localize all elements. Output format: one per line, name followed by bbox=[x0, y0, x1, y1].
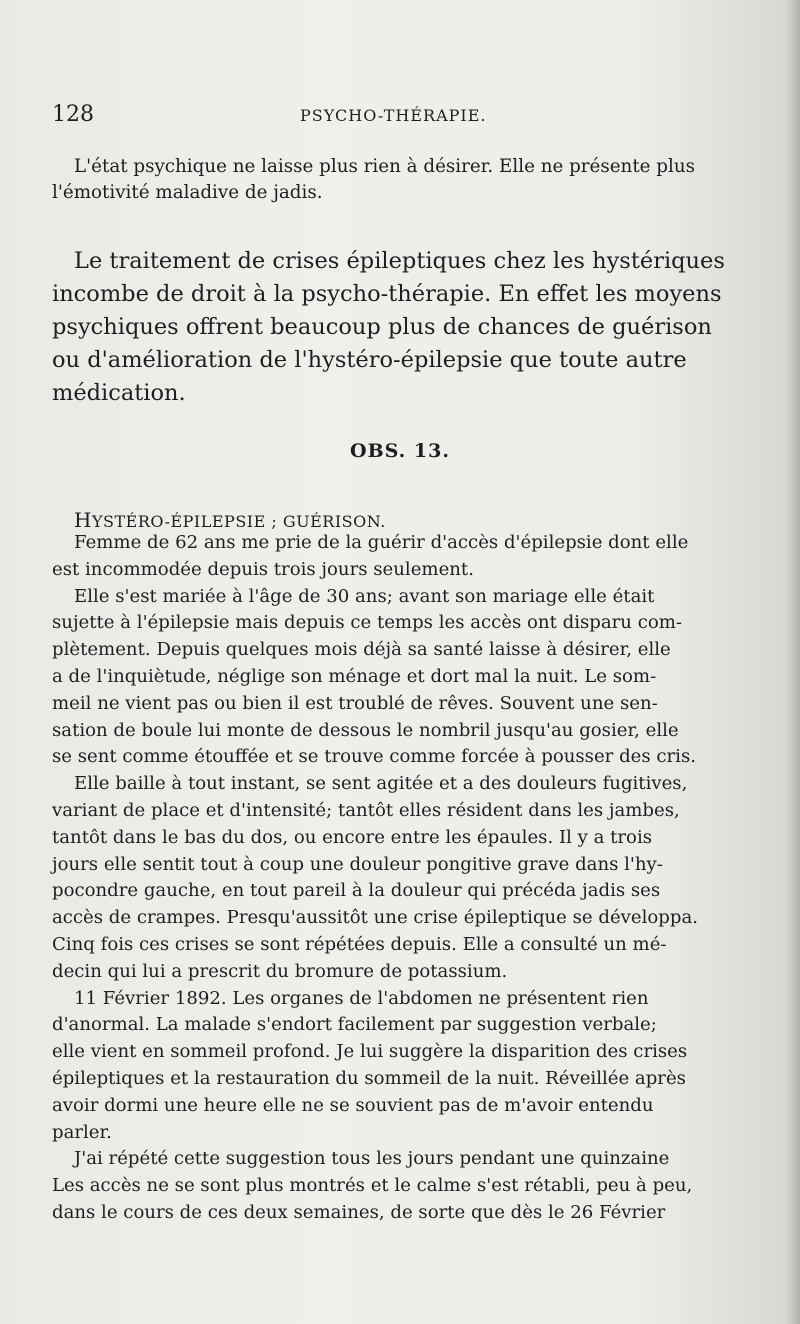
text-line: épileptiques et la restauration du sommeil de la nuit. Réveillée après bbox=[52, 1067, 686, 1089]
case-body bbox=[52, 530, 748, 1227]
text-line: parler. bbox=[52, 1121, 112, 1143]
text-line: J'ai répété cette suggestion tous les jours pendant une quinzaine bbox=[74, 1148, 670, 1170]
page-number: 128 bbox=[52, 102, 94, 127]
text-line: psychiques offrent beaucoup plus de chances de guérison bbox=[52, 314, 712, 340]
text-line: sujette à l'épilepsie mais depuis ce temps les accès ont disparu com- bbox=[52, 612, 682, 634]
text-line: decin qui lui a prescrit du bromure de potassium. bbox=[52, 960, 508, 982]
text-line: tantôt dans le bas du dos, ou encore entre les épaules. Il y a trois bbox=[52, 826, 653, 848]
text-line: ou d'amélioration de l'hystéro-épilepsie que toute autre bbox=[52, 347, 687, 373]
text-line: incombe de droit à la psycho-thérapie. En effet les moyens bbox=[52, 281, 722, 307]
text-line: est incommodée depuis trois jours seulement. bbox=[52, 558, 474, 580]
text-line: Femme de 62 ans me prie de la guérir d'accès d'épilepsie dont elle bbox=[74, 532, 689, 553]
text-line: Cinq fois ces crises se sont répétées depuis. Elle a consulté un mé- bbox=[52, 933, 667, 955]
text-line: sation de boule lui monte de dessous le nombril jusqu'au gosier, elle bbox=[52, 719, 679, 741]
text-line: plètement. Depuis quelques mois déjà sa santé laisse à désirer, elle bbox=[52, 639, 671, 661]
text-line: Elle s'est mariée à l'âge de 30 ans; avant son mariage elle était bbox=[74, 585, 655, 607]
text-line: pocondre gauche, en tout pareil à la douleur qui précéda jadis ses bbox=[52, 880, 661, 902]
text-line: d'anormal. La malade s'endort facilement par suggestion verbale; bbox=[52, 1014, 657, 1036]
running-title: PSYCHO-THÉRAPIE. bbox=[300, 106, 487, 125]
text-line: L'état psychique ne laisse plus rien à désirer. Elle ne présente plus bbox=[74, 156, 696, 177]
text-line: Elle baille à tout instant, se sent agitée et a des douleurs fugitives, bbox=[74, 773, 688, 795]
case-title bbox=[74, 508, 386, 532]
text-line: Le traitement de crises épileptiques chez les hystériques bbox=[74, 248, 725, 274]
case-title-initial: H bbox=[74, 508, 92, 532]
text-line: avoir dormi une heure elle ne se souvient pas de m'avoir entendu bbox=[52, 1094, 654, 1116]
text-line: se sent comme étouffée et se trouve comme forcée à pousser des cris. bbox=[52, 746, 697, 768]
case-title-text: YSTÉRO-ÉPILEPSIE ; GUÉRISON. bbox=[91, 512, 386, 531]
text-line: a de l'inquiètude, néglige son ménage et dort mal la nuit. Le som- bbox=[52, 665, 657, 687]
text-line: Les accès ne se sont plus montrés et le calme s'est rétabli, peu à peu, bbox=[52, 1175, 693, 1197]
text-line: elle vient en sommeil profond. Je lui suggère la disparition des crises bbox=[52, 1041, 688, 1063]
intro-paragraph bbox=[52, 154, 748, 206]
text-line: accès de crampes. Presqu'aussitôt une crise épileptique se développa. bbox=[52, 907, 698, 929]
text-line: jours elle sentit tout à coup une douleur pongitive grave dans l'hy- bbox=[52, 853, 663, 875]
text-line: 11 Février 1892. Les organes de l'abdomen ne présentent rien bbox=[74, 987, 649, 1009]
text-line: variant de place et d'intensité; tantôt elles résident dans les jambes, bbox=[52, 799, 680, 821]
text-line: l'émotivité maladive de jadis. bbox=[52, 182, 323, 203]
text-line: dans le cours de ces deux semaines, de sorte que dès le 26 Février bbox=[52, 1201, 666, 1223]
highlighted-paragraph bbox=[52, 245, 748, 410]
observation-heading: OBS. 13. bbox=[350, 440, 450, 462]
text-line: médication. bbox=[52, 380, 186, 406]
text-line: meil ne vient pas ou bien il est troublé de rêves. Souvent une sen- bbox=[52, 692, 658, 714]
page-header bbox=[52, 102, 740, 132]
